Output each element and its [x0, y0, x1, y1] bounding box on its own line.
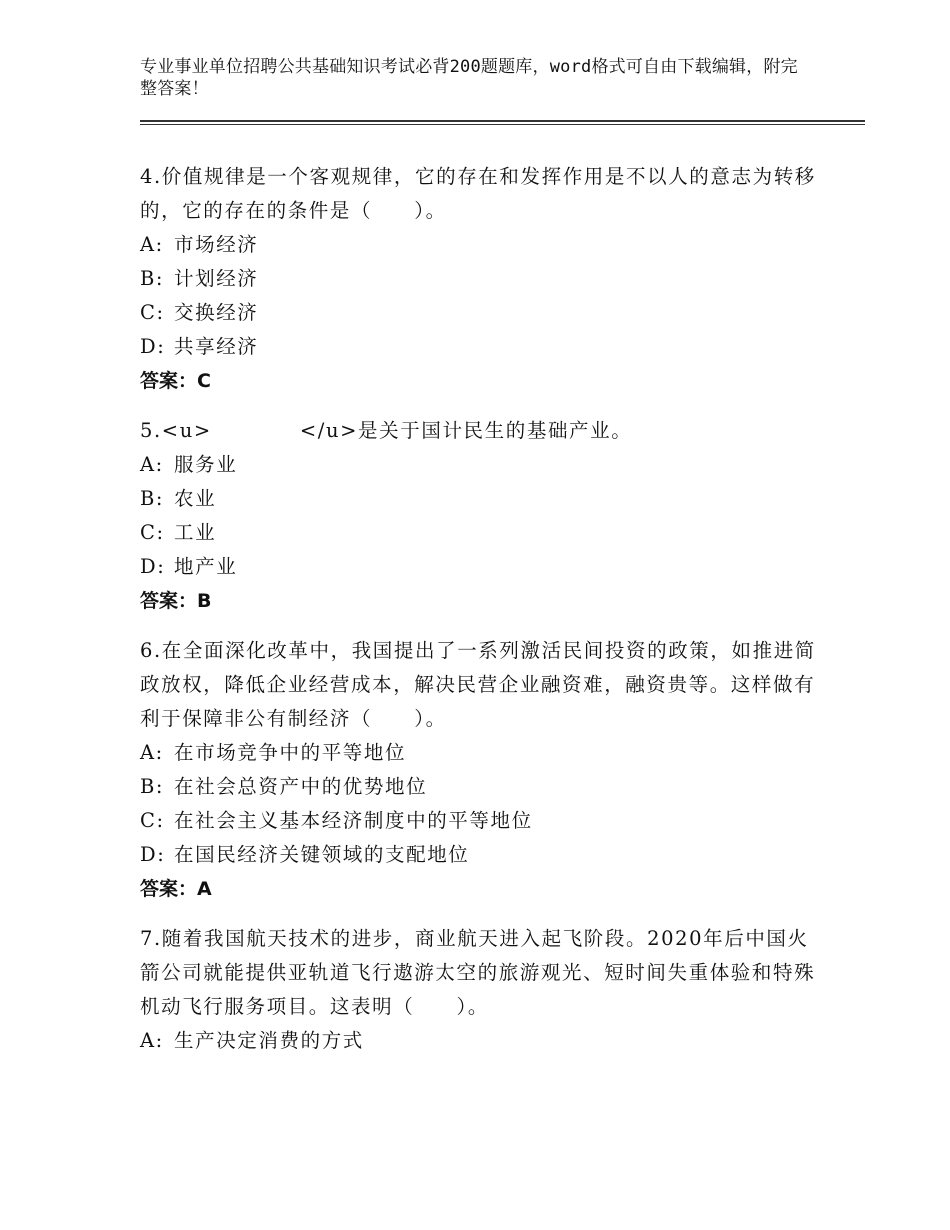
option-b — [140, 482, 820, 516]
answer-label: 答案：A — [140, 878, 212, 900]
option-b — [140, 262, 820, 296]
header-rule-thin — [140, 124, 865, 125]
option-d — [140, 330, 820, 364]
document-header: 专业事业单位招聘公共基础知识考试必背200题题库，word格式可自由下载编辑，附完整答案！ — [140, 57, 798, 99]
option-text: 生产决定消费的方式 — [174, 1029, 364, 1052]
option-a — [140, 736, 820, 770]
question-stem: 7.随着我国航天技术的进步，商业航天进入起飞阶段。2020年后中国火箭公司就能提供亚轨道飞行遨游太空的旅游观光、短时间失重体验和特殊机动飞行服务项目。这表明（ ）。 — [140, 927, 816, 1018]
option-key: D: — [140, 335, 166, 358]
question-stem: 6.在全面深化改革中，我国提出了一系列激活民间投资的政策，如推进简政放权，降低企业经营成本，解决民营企业融资难，融资贵等。这样做有利于保障非公有制经济（ ）。 — [140, 639, 816, 730]
option-key: C: — [140, 809, 165, 832]
option-key: A: — [140, 1029, 164, 1052]
option-c — [140, 296, 820, 330]
option-text: 地产业 — [174, 555, 238, 578]
option-text: 在社会主义基本经济制度中的平等地位 — [174, 809, 533, 832]
option-key: C: — [140, 301, 165, 324]
question-list — [140, 160, 820, 1074]
option-text: 市场经济 — [174, 233, 259, 256]
option-a — [140, 228, 820, 262]
answer-label: 答案：C — [140, 370, 211, 392]
option-text: 在市场竞争中的平等地位 — [174, 741, 407, 764]
option-text: 共享经济 — [174, 335, 259, 358]
option-c — [140, 804, 820, 838]
stem-prefix: 5.<u> — [140, 419, 212, 442]
option-a — [140, 448, 820, 482]
option-text: 在社会总资产中的优势地位 — [174, 775, 428, 798]
option-text: 农业 — [174, 487, 217, 510]
option-text: 在国民经济关键领域的支配地位 — [174, 843, 470, 866]
question-stem: 4.价值规律是一个客观规律，它的存在和发挥作用是不以人的意志为转移的，它的存在的条件是（ ）。 — [140, 165, 816, 222]
option-d — [140, 838, 820, 872]
option-c — [140, 516, 820, 550]
option-text: 工业 — [174, 521, 217, 544]
question-4 — [140, 160, 820, 398]
option-b — [140, 770, 820, 804]
option-key: A: — [140, 741, 164, 764]
header-rule-thick — [140, 120, 865, 122]
option-text: 计划经济 — [174, 267, 259, 290]
option-a — [140, 1024, 820, 1058]
option-key: D: — [140, 555, 166, 578]
option-d — [140, 550, 820, 584]
option-key: A: — [140, 233, 164, 256]
answer-label: 答案：B — [140, 590, 212, 612]
option-key: B: — [140, 775, 165, 798]
option-key: D: — [140, 843, 166, 866]
question-6 — [140, 634, 820, 906]
option-text: 服务业 — [174, 453, 238, 476]
question-7 — [140, 922, 820, 1058]
option-key: C: — [140, 521, 165, 544]
option-key: B: — [140, 487, 165, 510]
stem-suffix: </u>是关于国计民生的基础产业。 — [299, 419, 633, 442]
option-text: 交换经济 — [174, 301, 259, 324]
option-key: B: — [140, 267, 165, 290]
question-stem — [140, 414, 820, 448]
option-key: A: — [140, 453, 164, 476]
question-5 — [140, 414, 820, 618]
